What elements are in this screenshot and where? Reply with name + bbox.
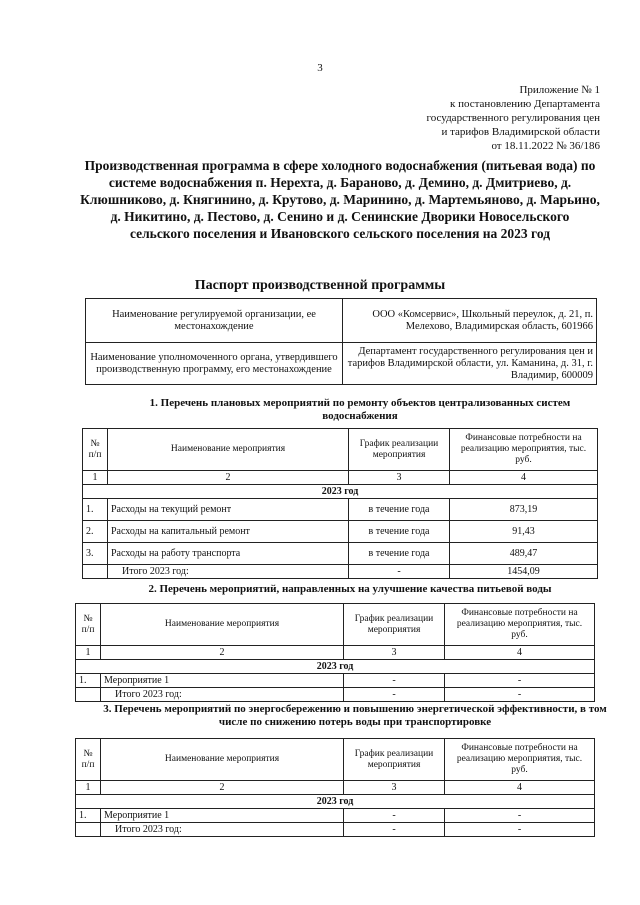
row-schedule: в течение года [349,543,450,565]
table-row [76,809,595,823]
passport-label: Наименование уполномоченного органа, утвердившего производственную программу, его местонахождение [86,343,343,385]
row-name: Расходы на текущий ремонт [108,499,349,521]
col-header-name: Наименование мероприятия [101,604,344,646]
total-schedule: - [344,688,445,702]
appendix-line: от 18.11.2022 № 36/186 [491,140,600,152]
total-value: 1454,09 [450,565,598,579]
passport-title: Паспорт производственной программы [194,278,446,293]
table-row [83,499,598,521]
col-header-name: Наименование мероприятия [101,739,344,781]
col-header-name: Наименование мероприятия [108,429,349,471]
section3-table [75,738,595,837]
row-num: 1. [76,809,101,823]
row-schedule: - [344,809,445,823]
section2-table [75,603,595,702]
document-title: Производственная программа в сфере холодного водоснабжения (питьевая вода) по системе водоснабжения п. Нерехта, д. Бараново, д. Демино, д. Дмитриево, д. Клюшниково, д. Княгинино, д. Крутово, д. Маринино, д. Мартемьяново, д. Марьино, д. Никитино, д. Пестово, д. Сенино и д. Сенинские Дворики Новосельского сельского поселения и Ивановского сельского поселения на 2023 год [80,158,600,241]
appendix-line: Приложение № 1 [519,84,600,96]
col-header-finance: Финансовые потребности на реализацию мероприятия, тыс. руб. [450,429,598,471]
col-header-num: № п/п [76,604,101,646]
row-value: - [445,809,595,823]
row-schedule: в течение года [349,521,450,543]
table-row [83,521,598,543]
col-header-num: № п/п [76,739,101,781]
col-index: 2 [108,471,349,485]
col-index: 1 [83,471,108,485]
total-value: - [445,823,595,837]
row-schedule: в течение года [349,499,450,521]
col-header-schedule: График реализации мероприятия [344,739,445,781]
passport-label: Наименование регулируемой организации, ее местонахождение [86,299,343,343]
total-row [76,688,595,702]
row-num: 1. [76,674,101,688]
total-label: Итого 2023 год: [108,565,349,579]
appendix-block [395,83,600,153]
col-index: 2 [101,646,344,660]
year-row: 2023 год [76,795,595,809]
col-index: 4 [450,471,598,485]
col-index: 2 [101,781,344,795]
section1-title: 1. Перечень плановых мероприятий по ремонту объектов централизованных систем водоснабжения [149,397,571,422]
row-num: 2. [83,521,108,543]
section2-title: 2. Перечень мероприятий, направленных на улучшение качества питьевой воды [148,583,552,595]
passport-table [85,298,597,385]
col-header-finance: Финансовые потребности на реализацию мероприятия, тыс. руб. [445,604,595,646]
appendix-line: к постановлению Департамента [449,98,600,110]
section3-title: 3. Перечень мероприятий по энергосбережению и повышению энергетической эффективности, в том числе по снижению потерь воды при транспортировке [103,703,607,728]
table-row [83,543,598,565]
total-schedule: - [344,823,445,837]
col-header-num: № п/п [83,429,108,471]
col-index: 3 [344,646,445,660]
total-label: Итого 2023 год: [101,688,344,702]
row-schedule: - [344,674,445,688]
appendix-line: государственного регулирования цен [426,112,600,124]
passport-value: Департамент государственного регулирования цен и тарифов Владимирской области, ул. Каманина, д. 31, г. Владимир, 600009 [343,343,597,385]
col-index: 4 [445,781,595,795]
col-index: 1 [76,781,101,795]
row-value: 91,43 [450,521,598,543]
row-value: - [445,674,595,688]
col-index: 3 [349,471,450,485]
total-schedule: - [349,565,450,579]
total-value: - [445,688,595,702]
row-name: Расходы на капитальный ремонт [108,521,349,543]
row-value: 489,47 [450,543,598,565]
appendix-line: и тарифов Владимирской области [441,126,600,138]
passport-value: ООО «Комсервис», Школьный переулок, д. 21, п. Мелехово, Владимирская область, 601966 [343,299,597,343]
page-number: 3 [317,62,323,74]
col-header-schedule: График реализации мероприятия [349,429,450,471]
row-name: Расходы на работу транспорта [108,543,349,565]
col-header-finance: Финансовые потребности на реализацию мероприятия, тыс. руб. [445,739,595,781]
section1-table [82,428,598,579]
col-index: 3 [344,781,445,795]
col-index: 1 [76,646,101,660]
row-name: Мероприятие 1 [101,809,344,823]
table-row [76,674,595,688]
row-name: Мероприятие 1 [101,674,344,688]
row-num: 3. [83,543,108,565]
row-num: 1. [83,499,108,521]
total-label: Итого 2023 год: [101,823,344,837]
col-header-schedule: График реализации мероприятия [344,604,445,646]
total-row [76,823,595,837]
year-row: 2023 год [76,660,595,674]
year-row: 2023 год [83,485,598,499]
row-value: 873,19 [450,499,598,521]
total-row [83,565,598,579]
col-index: 4 [445,646,595,660]
